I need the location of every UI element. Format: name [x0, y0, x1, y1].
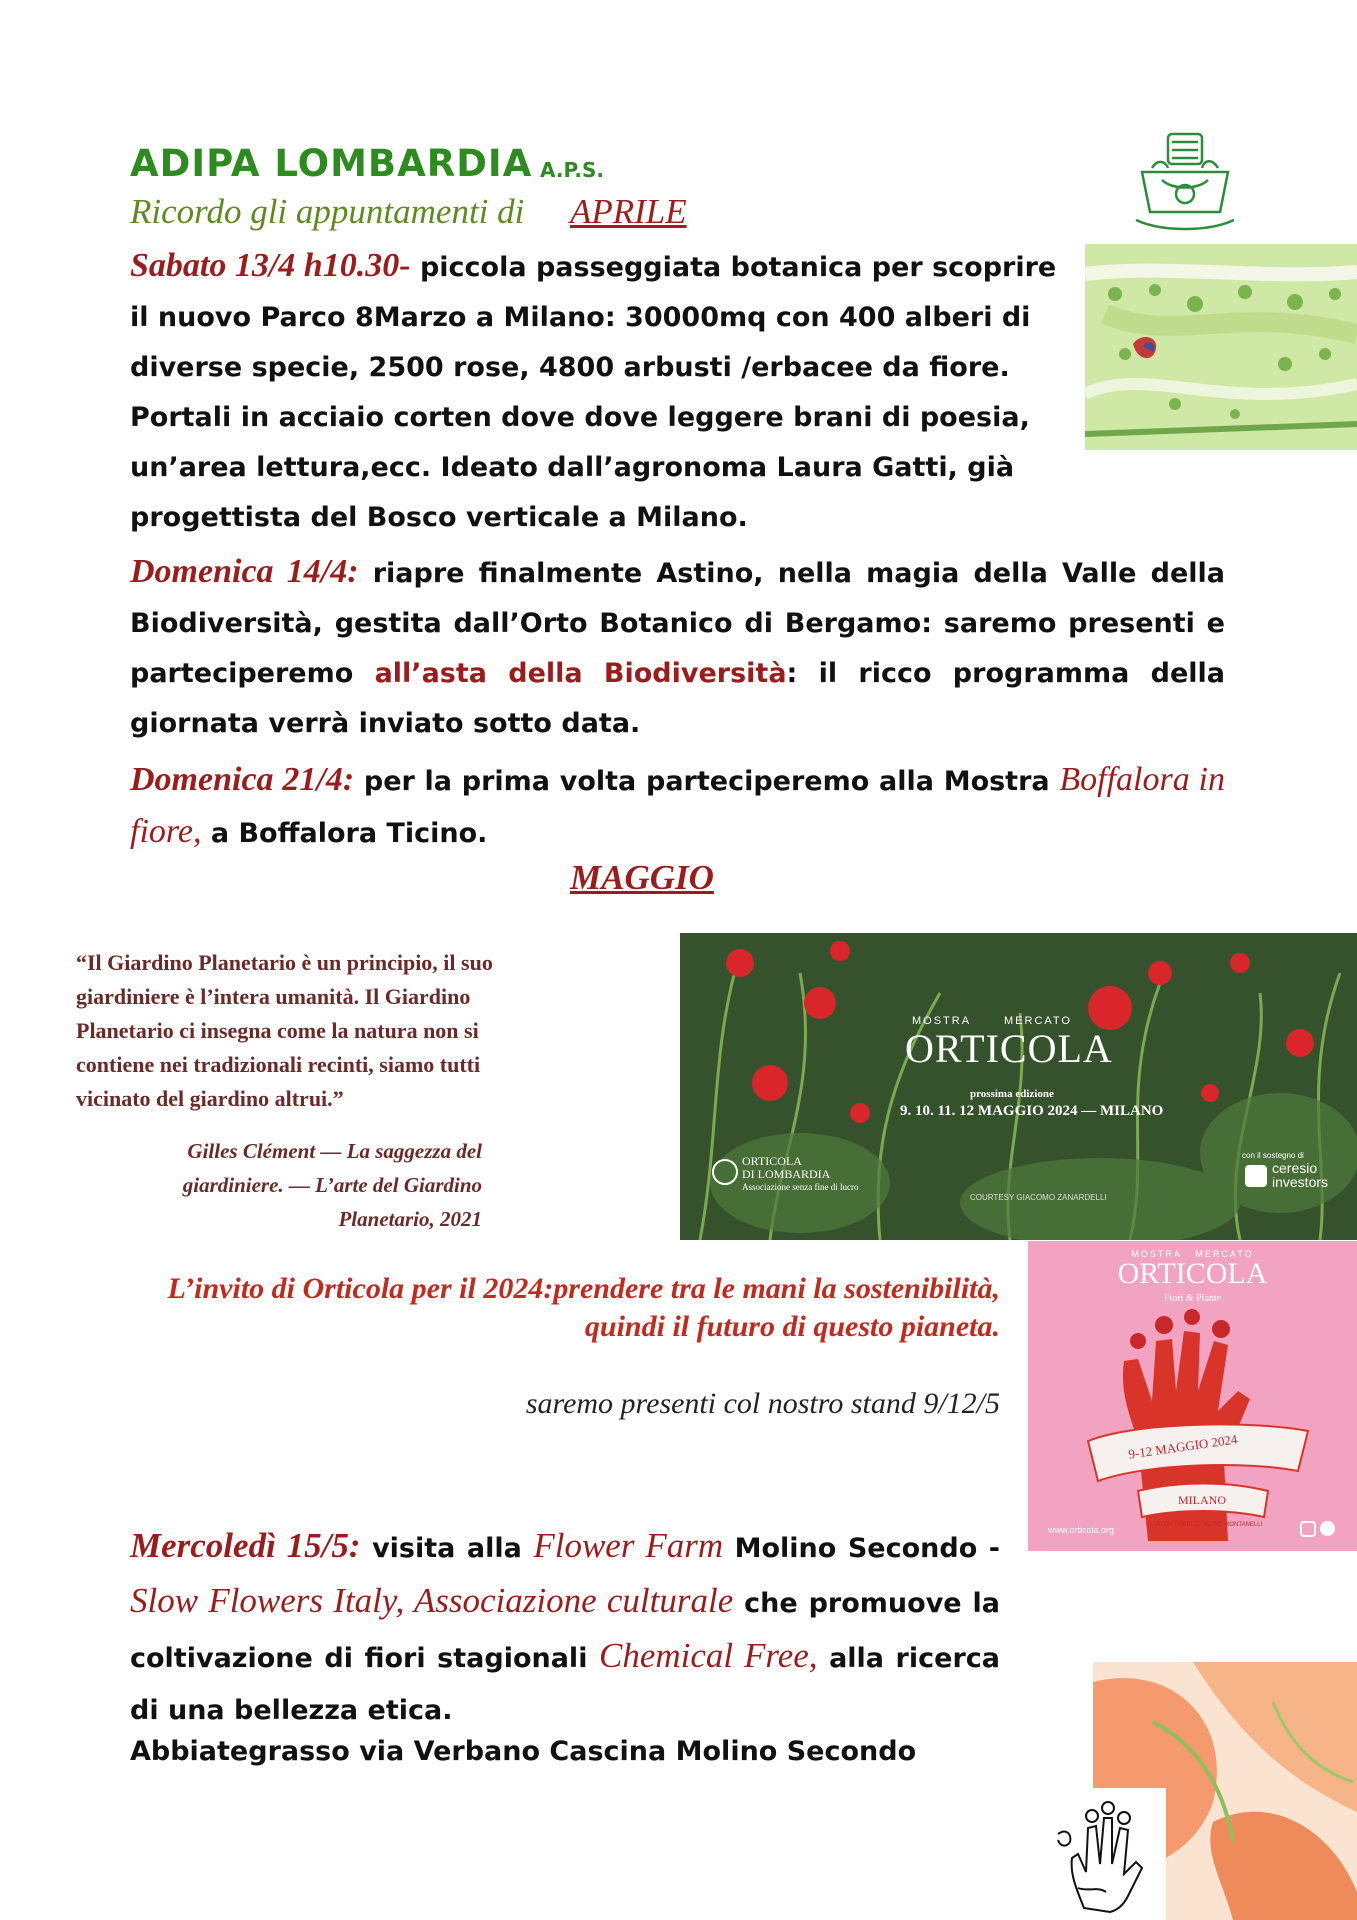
- event-may-15: [130, 1520, 1000, 1737]
- sponsor-name-b: investors: [1272, 1174, 1329, 1190]
- slow-flowers-highlight: Slow Flowers Italy, Associazione culturale: [130, 1581, 734, 1620]
- banner-mostra-label: MOSTRA: [912, 1015, 972, 1027]
- hand-logo-box: [1048, 1788, 1166, 1920]
- event-description-end: a Boffalora Ticino.: [201, 818, 488, 849]
- event-date-15-5: Mercoledì 15/5:: [130, 1526, 361, 1565]
- event-description-end: : il ricco programma della giornata verrà inviato sotto data.: [130, 658, 1225, 739]
- banner-org-line2: DI LOMBARDIA: [742, 1167, 831, 1181]
- park-plan-image: [1085, 244, 1357, 450]
- org-suffix: A.P.S.: [540, 158, 605, 182]
- event-date-21-4: Domenica 21/4:: [130, 761, 355, 798]
- banner-orticola-logo: ORTICOLA: [905, 1026, 1113, 1071]
- orticola-banner-image: [680, 933, 1357, 1240]
- banner-org-line1: ORTICOLA: [742, 1154, 802, 1168]
- month-may: MAGGIO: [570, 858, 714, 897]
- orticola-invitation: L’invito di Orticola per il 2024:prendere tra le mani la sostenibilità, quindi il futuro di questo pianeta.: [167, 1272, 1000, 1343]
- month-april: APRILE: [570, 192, 687, 231]
- facebook-icon: [1320, 1521, 1335, 1536]
- event-text-3: che promuove la coltivazione di fiori stagionali: [130, 1588, 1000, 1674]
- banner-dates: 9. 10. 11. 12 MAGGIO 2024 — MILANO: [900, 1103, 1164, 1119]
- boffalora-highlight: Boffalora in fiore,: [130, 761, 1225, 850]
- event-date-14-4: Domenica 14/4:: [130, 553, 359, 590]
- hand-logo-icon: [1048, 1788, 1166, 1920]
- sponsor-name-a: ceresio: [1272, 1160, 1318, 1176]
- quote-text: “Il Giardino Planetario è un principio, il suo giardiniere è l’intera umanità. Il Giardino Planetario ci insegna come la natura non si contiene nei tradizionali recinti, siamo tutti vicinato del giardino altrui.”: [76, 950, 493, 1111]
- park-plan-drawing: [1085, 244, 1357, 450]
- stand-note: saremo presenti col nostro stand 9/12/5: [525, 1387, 1000, 1420]
- event-description: per la prima volta parteciperemo alla Mostra: [354, 766, 1060, 797]
- event-text-2: Molino Secondo -: [723, 1533, 1000, 1564]
- event-date-13-4: Sabato 13/4 h10.30-: [130, 247, 411, 284]
- page-subtitle: Ricordo gli appuntamenti di: [130, 192, 525, 231]
- sponsor-pre-label: con il sostegno di: [1242, 1151, 1304, 1160]
- event-text-4: alla ricerca di una bellezza etica.: [130, 1643, 1000, 1726]
- event-april-21: [130, 755, 1225, 859]
- banner-org: [742, 1155, 858, 1194]
- emblem-logo-icon: [1132, 128, 1238, 236]
- banner-credit: COURTESY GIACOMO ZANARDELLI: [970, 1193, 1107, 1202]
- banner-org-line3: Associazione senza fine di lucro: [742, 1182, 859, 1192]
- banner-edition-label: prossima edizione: [970, 1088, 1054, 1100]
- event-description: riapre finalmente Astino, nella magia della Valle della Biodiversità, gestita dall’Orto Botanico di Bergamo: saremo presenti e parteciperemo: [130, 558, 1226, 689]
- auction-highlight: all’asta della Biodiversità: [374, 658, 787, 689]
- ceresio-logo-icon: [1245, 1165, 1267, 1187]
- poster-ribbon-place: GIARDINI PUBBLICI INDRO MONTANELLI: [1146, 1522, 1263, 1528]
- event-april-13: [130, 241, 1070, 543]
- poster-subtitle: Fiori & Piante: [1163, 1293, 1222, 1304]
- poster-ribbon-city: MILANO: [1178, 1493, 1226, 1507]
- event-april-14: [130, 547, 1225, 749]
- event-description: piccola passeggiata botanica per scoprire il nuovo Parco 8Marzo a Milano: 30000mq con 400 alberi di diverse specie, 2500 rose, 4800 arbusti /erbacee da fiore. Portali in acciaio corten dove dove leggere brani di poesia, un’area lettura,ecc. Ideato dall’agronoma Laura Gatti, già progettista del Bosco verticale a Milano.: [130, 252, 1057, 533]
- quote-attribution: Gilles Clément — La saggezza del giardiniere. — L’arte del Giardino Planetario, 2021: [182, 1139, 482, 1231]
- sponsor-name: [1272, 1161, 1328, 1189]
- orticola-seal-icon: [712, 1159, 738, 1185]
- page-title: ADIPA LOMBARDIA: [130, 142, 533, 185]
- instagram-icon: [1300, 1521, 1316, 1537]
- orticola-poster-image: [1028, 1241, 1357, 1551]
- event-text-1: visita alla: [360, 1533, 534, 1564]
- poster-url: www.orticola.org: [1048, 1525, 1115, 1535]
- event-address: Abbiategrasso via Verbano Cascina Molino Secondo: [130, 1736, 917, 1767]
- poster-top-label: MOSTRA · MERCATO: [1131, 1249, 1254, 1259]
- chemical-free-highlight: Chemical Free,: [598, 1636, 818, 1675]
- banner-mercato-label: MERCATO: [1004, 1015, 1072, 1027]
- flower-farm-highlight: Flower Farm: [533, 1526, 724, 1565]
- poster-logo: ORTICOLA: [1117, 1257, 1268, 1290]
- poster-ribbon-dates: 9-12 MAGGIO 2024: [1127, 1431, 1239, 1462]
